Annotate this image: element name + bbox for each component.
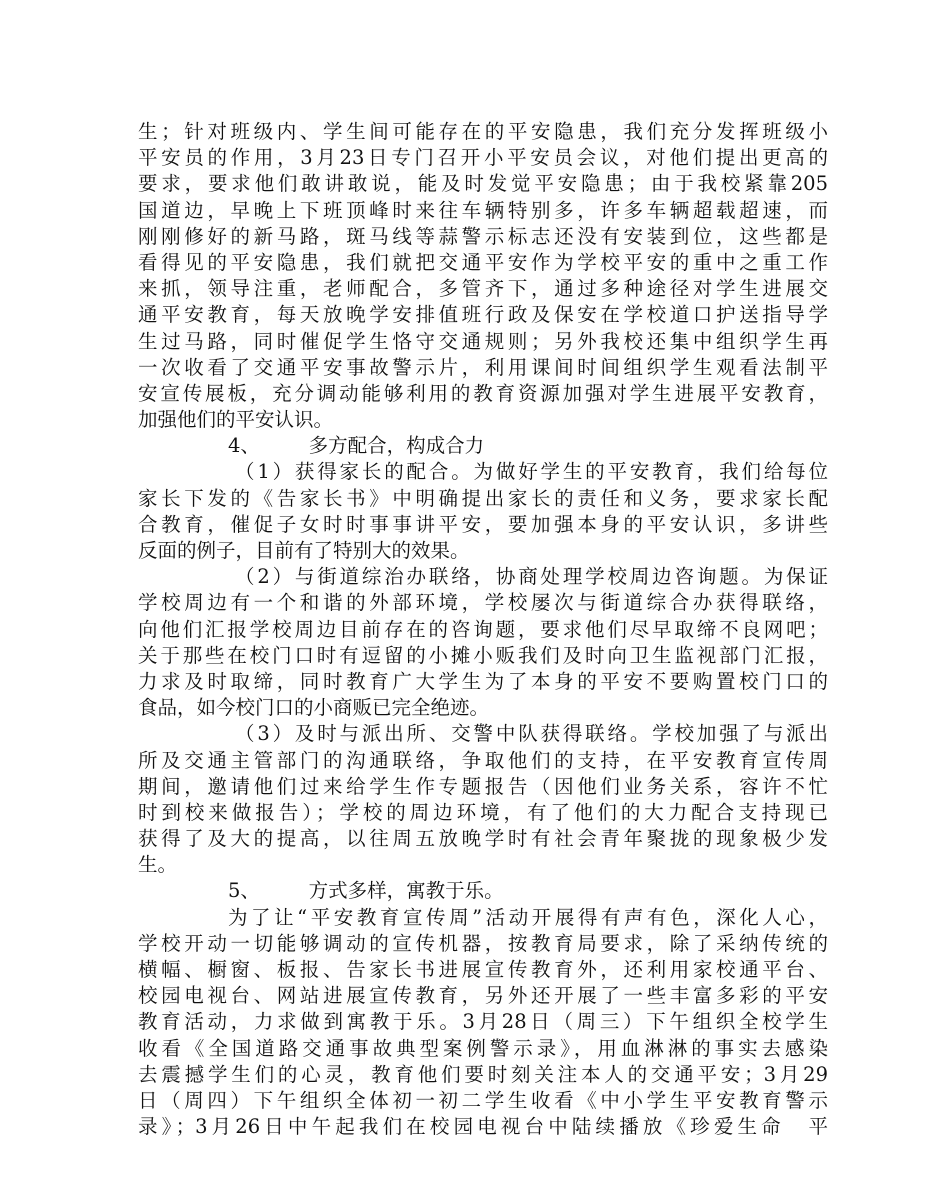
text-line: 平安员的作用，3月23日专门召开小平安员会议，对他们提出更高的 [138,146,828,170]
text-line: 看得见的平安隐患，我们就把交通平安作为学校平安的重中之重工作 [138,250,828,274]
text-line: 食品，如今校门口的小商贩已完全绝迹。 [138,696,490,720]
text-line: 时到校来做报告）；学校的周边环境，有了他们的大力配合支持现已 [138,800,828,824]
text-line: 向他们汇报学校周边目前存在的咨询题，要求他们尽早取缔不良网吧； [138,617,828,641]
text-line: 日（周四）下午组织全体初一初二学生收看《中小学生平安教育警示 [138,1088,828,1112]
text-line: 4、 多方配合，构成合力 [228,434,485,458]
text-line: 家长下发的《告家长书》中明确提出家长的责任和义务，要求家长配 [138,486,828,510]
text-line: 录》；3月26日中午起我们在校园电视台中陆续播放《珍爱生命 平 [138,1115,828,1139]
text-line: 刚刚修好的新马路，斑马线等蒜警示标志还没有安装到位，这些都是 [138,224,828,248]
text-line: （1）获得家长的配合。为做好学生的平安教育，我们给每位 [235,460,828,484]
text-line: 生过马路，同时催促学生恪守交通规则；另外我校还集中组织学生再 [138,329,828,353]
text-line: （2）与街道综治办联络，协商处理学校周边咨询题。为保证 [235,565,828,589]
text-line: 获得了及大的提高，以往周五放晚学时有社会青年聚拢的现象极少发 [138,827,828,851]
text-line: 要求，要求他们敢讲敢说，能及时发觉平安隐患；由于我校紧靠205 [138,172,828,196]
text-line: 安宣传展板，充分调动能够利用的教育资源加强对学生进展平安教育， [138,381,828,405]
text-line: 加强他们的平安认识。 [138,408,334,432]
document-body-text [138,119,828,1140]
text-line: 关于那些在校门口时有逗留的小摊小贩我们及时向卫生监视部门汇报， [138,643,828,667]
text-line: 5、 方式多样，寓教于乐。 [228,879,504,903]
text-line: 通平安教育，每天放晚学安排值班行政及保安在学校道口护送指导学 [138,303,828,327]
text-line: 去震撼学生们的心灵，教育他们要时刻关注本人的交通平安；3月29 [138,1062,828,1086]
text-line: 收看《全国道路交通事故典型案例警示录》，用血淋淋的事实去感染 [138,1036,828,1060]
text-line: 力求及时取缔，同时教育广大学生为了本身的平安不要购置校门口的 [138,669,828,693]
text-line: 一次收看了交通平安事故警示片，利用课间时间组织学生观看法制平 [138,355,828,379]
text-line: 来抓，领导注重，老师配合，多管齐下，通过多种途径对学生进展交 [138,277,828,301]
text-line: 生。 [138,853,178,877]
text-line: 反面的例子，目前有了特别大的效果。 [138,539,470,562]
text-line: 国道边，早晚上下班顶峰时来往车辆特别多，许多车辆超载超速，而 [138,198,828,222]
text-line: 生；针对班级内、学生间可能存在的平安隐患，我们充分发挥班级小 [138,120,828,143]
text-line: （3）及时与派出所、交警中队获得联络。学校加强了与派出 [235,722,828,746]
text-line: 合教育，催促子女时时事事讲平安，要加强本身的平安认识，多讲些 [138,512,828,536]
text-line: 教育活动，力求做到寓教于乐。3月28日（周三）下午组织全校学生 [138,1010,828,1034]
text-line: 所及交通主管部门的沟通联络，争取他们的支持，在平安教育宣传周 [138,748,828,772]
text-line: 学校开动一切能够调动的宣传机器，按教育局要求，除了采纳传统的 [138,931,828,955]
text-line: 期间，邀请他们过来给学生作专题报告（因他们业务关系，容许不忙 [138,774,828,798]
text-line: 学校周边有一个和谐的外部环境，学校屡次与街道综合办获得联络， [138,591,828,615]
text-line: 校园电视台、网站进展宣传教育，另外还开展了一些丰富多彩的平安 [138,984,828,1008]
text-line: 为了让“平安教育宣传周”活动开展得有声有色，深化人心， [228,905,828,929]
text-line: 横幅、橱窗、板报、告家长书进展宣传教育外，还利用家校通平台、 [138,958,828,981]
